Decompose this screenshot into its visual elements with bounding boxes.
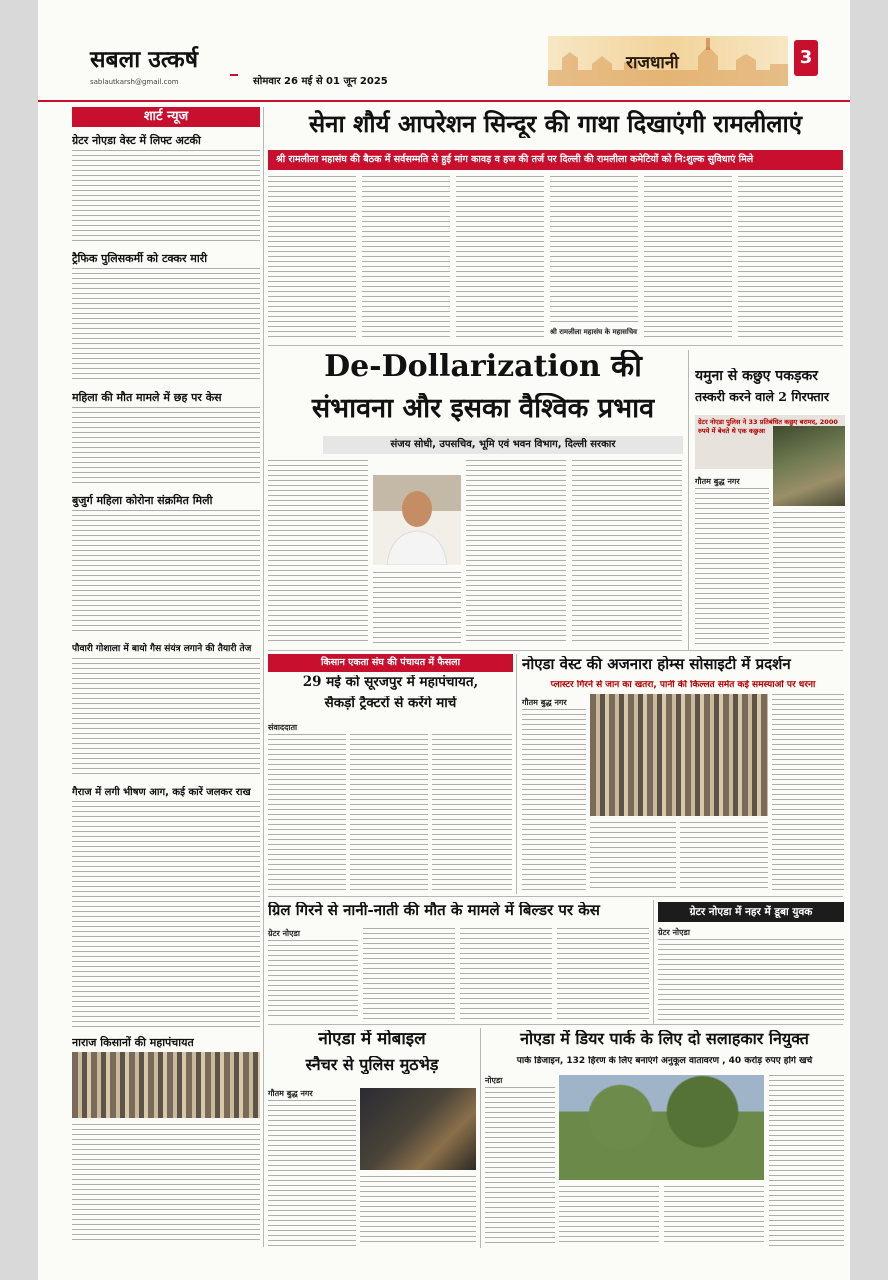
feature-body-col-4 <box>572 460 682 645</box>
lead-body-col-5 <box>644 176 732 340</box>
sidebar-story-text <box>72 801 260 1029</box>
lead-byline: श्री रामलीला महासंघ के महासचिव <box>550 328 638 336</box>
story-6-body-col-2 <box>559 1186 659 1246</box>
feature-body-col-3 <box>466 460 566 645</box>
sidebar-story-text <box>72 510 260 635</box>
story-6-photo <box>559 1075 764 1180</box>
sidebar-story-text <box>72 150 260 245</box>
story-1-body-col-2 <box>350 734 428 892</box>
sidebar-story-text <box>72 658 260 778</box>
story-1-tag-bar <box>268 654 513 672</box>
story-3-headline: ग्रिल गिरने से नानी-नाती की मौत के मामले में बिल्डर पर केस <box>268 902 600 919</box>
story-6-headline: नोएडा में डियर पार्क के लिए दो सलाहकार नियुक्त <box>520 1030 809 1048</box>
story-1-headline-line-2: सैकड़ों ट्रैक्टरों से करेंगे मार्च <box>324 696 457 711</box>
masthead <box>38 30 850 102</box>
story-6-body-col-1 <box>485 1087 555 1246</box>
sidebar-story-text <box>72 268 260 383</box>
sidebar-headline: पौवारी गोशाला में बायो गैस संयंत्र लगाने की तैयारी तेज <box>72 644 252 654</box>
story-3-body-col-3 <box>460 928 552 1020</box>
story-4-body <box>658 939 844 1020</box>
brand-email: sablautkarsh@gmail.com <box>90 78 179 86</box>
page-number-badge <box>794 40 818 76</box>
story-1-byline: संवाददाता <box>268 723 298 732</box>
feature-body-col-1 <box>268 460 368 645</box>
section-title: राजधानी <box>626 53 679 73</box>
page-number: 3 <box>799 47 813 68</box>
story-1-tag: किसान एकता संघ की पंचायत में फैसला <box>320 657 461 668</box>
story-6-byline: नोएडा <box>485 1076 503 1085</box>
feature-author: संजय सोधी, उपसचिव, भूमि एवं भवन विभाग, दिल्ली सरकार <box>390 439 616 450</box>
story-4-byline: ग्रेटर नोएडा <box>658 928 690 937</box>
story-3-body-col-2 <box>363 928 455 1020</box>
story-2-byline: गौतम बुद्ध नगर <box>522 698 567 707</box>
feature-divider <box>688 350 689 650</box>
side-body-col-1 <box>695 488 769 645</box>
story-2-photo <box>590 694 768 816</box>
story-1-body-col-1 <box>268 734 346 892</box>
story-5-headline-line-1: नोएडा में मोबाइल <box>318 1030 426 1049</box>
section-banner <box>548 36 788 86</box>
story-6-subheadline: पार्क डिजाइन, 132 हिरण के लिए बनाएंगे अनुकूल वातावरण , 40 करोड़ रुपए होंगे खर्च <box>516 1056 813 1066</box>
lower-divider-1 <box>268 896 843 897</box>
sidebar-headline: बुजुर्ग महिला कोरोना संक्रमित मिली <box>72 494 213 507</box>
brand-logo: सबला उत्कर्ष <box>90 46 199 73</box>
feature-headline-line-2: संभावना और इसका वैश्विक प्रभाव <box>311 393 655 424</box>
story-5-divider <box>480 1028 481 1248</box>
story-2-body-col-2 <box>590 822 676 892</box>
sidebar-title: शार्ट न्यूज <box>143 109 189 124</box>
story-5-body-col-2 <box>360 1176 476 1246</box>
story-3-byline: ग्रेटर नोएडा <box>268 929 300 938</box>
sidebar-photo <box>72 1052 260 1118</box>
sidebar-headline: ट्रैफिक पुलिसकर्मी को टक्कर मारी <box>72 252 208 265</box>
lead-body-col-1 <box>268 176 356 340</box>
story-2-headline: नोएडा वेस्ट की अजनारा होम्स सोसाइटी में प्रदर्शन <box>522 656 791 673</box>
sidebar-title-bar <box>72 107 260 127</box>
lead-body-col-4 <box>550 176 638 324</box>
sidebar-headline: ग्रेटर नोएडा वेस्ट में लिफ्ट अटकी <box>72 134 201 147</box>
lead-body-col-2 <box>362 176 450 340</box>
story-5-headline-line-2: स्नैचर से पुलिस मुठभेड़ <box>305 1056 439 1074</box>
issue-date: सोमवार 26 मई से 01 जून 2025 <box>253 76 388 87</box>
side-photo <box>773 426 845 506</box>
lead-body-col-6 <box>738 176 843 340</box>
story-2-subheadline: प्लास्टर गिरने से जान का खतरा, पानी की किल्लत समेत कई समस्याओं पर धरना <box>550 680 816 690</box>
story-5-body-col-1 <box>268 1100 356 1246</box>
story-1-divider <box>516 654 517 894</box>
story-5-byline: गौतम बुद्ध नगर <box>268 1089 313 1098</box>
lead-headline: सेना शौर्य आपरेशन सिन्दूर की गाथा दिखाएंगी रामलीलाएं <box>308 110 803 138</box>
story-6-body-col-3 <box>664 1186 764 1246</box>
lead-subheadline-bar <box>268 150 843 170</box>
side-body-col-2 <box>773 512 845 645</box>
story-3-body-col-1 <box>268 940 358 1020</box>
feature-author-photo <box>373 475 461 565</box>
sidebar-headline: नाराज किसानों की महापंचायत <box>72 1036 194 1049</box>
side-headline-line-1: यमुना से कछुए पकड़कर <box>695 368 818 384</box>
story-2-body-col-3 <box>680 822 768 892</box>
lower-divider-2 <box>268 1024 843 1025</box>
lead-divider <box>268 345 843 346</box>
story-4-headline-bar <box>658 902 844 922</box>
sidebar-divider <box>263 107 264 1247</box>
feature-headline-line-1: De-Dollarization की <box>324 350 642 384</box>
story-2-body-col-4 <box>772 694 844 892</box>
story-5-photo <box>360 1088 476 1170</box>
feature-body-col-2 <box>373 572 461 645</box>
feature-author-bar <box>323 436 683 454</box>
side-photo-caption: ग्रेटर नोएडा पुलिस ने 33 प्रतिबंधित कछुए बरामद, 2000 रुपये में बेचते थे एक कछुआ <box>698 418 838 435</box>
masthead-divider <box>230 74 238 76</box>
side-headline-line-2: तस्करी करने वाले 2 गिरफ्तार <box>695 390 829 404</box>
sidebar-headline: महिला की मौत मामले में छह पर केस <box>72 391 222 404</box>
story-3-divider <box>653 900 654 1024</box>
sidebar-headline: गैराज में लगी भीषण आग, कई कारें जलकर राख <box>72 787 251 798</box>
lead-subheadline: श्री रामलीला महासंघ की बैठक में सर्वसम्मति से हुई मांग कावड़ व हज की तर्ज पर दिल्ली की रामलीला कमेटियों को नि:शुल्क सुविधाएं मिले <box>276 154 754 165</box>
story-1-body-col-3 <box>432 734 512 892</box>
sidebar-story-text <box>72 407 260 487</box>
mid-divider <box>268 650 843 651</box>
sidebar-story-text <box>72 1124 260 1244</box>
story-3-body-col-4 <box>557 928 649 1020</box>
story-4-headline: ग्रेटर नोएडा में नहर में डूबा युवक <box>689 906 813 918</box>
author-portrait <box>373 475 461 565</box>
lead-body-col-3 <box>456 176 544 340</box>
story-1-headline-line-1: 29 मई को सूरजपुर में महापंचायत, <box>302 675 479 690</box>
story-6-body-col-4 <box>769 1075 844 1246</box>
newspaper-page <box>38 0 850 1280</box>
story-2-body-col-1 <box>522 709 586 892</box>
side-byline: गौतम बुद्ध नगर <box>695 477 740 486</box>
